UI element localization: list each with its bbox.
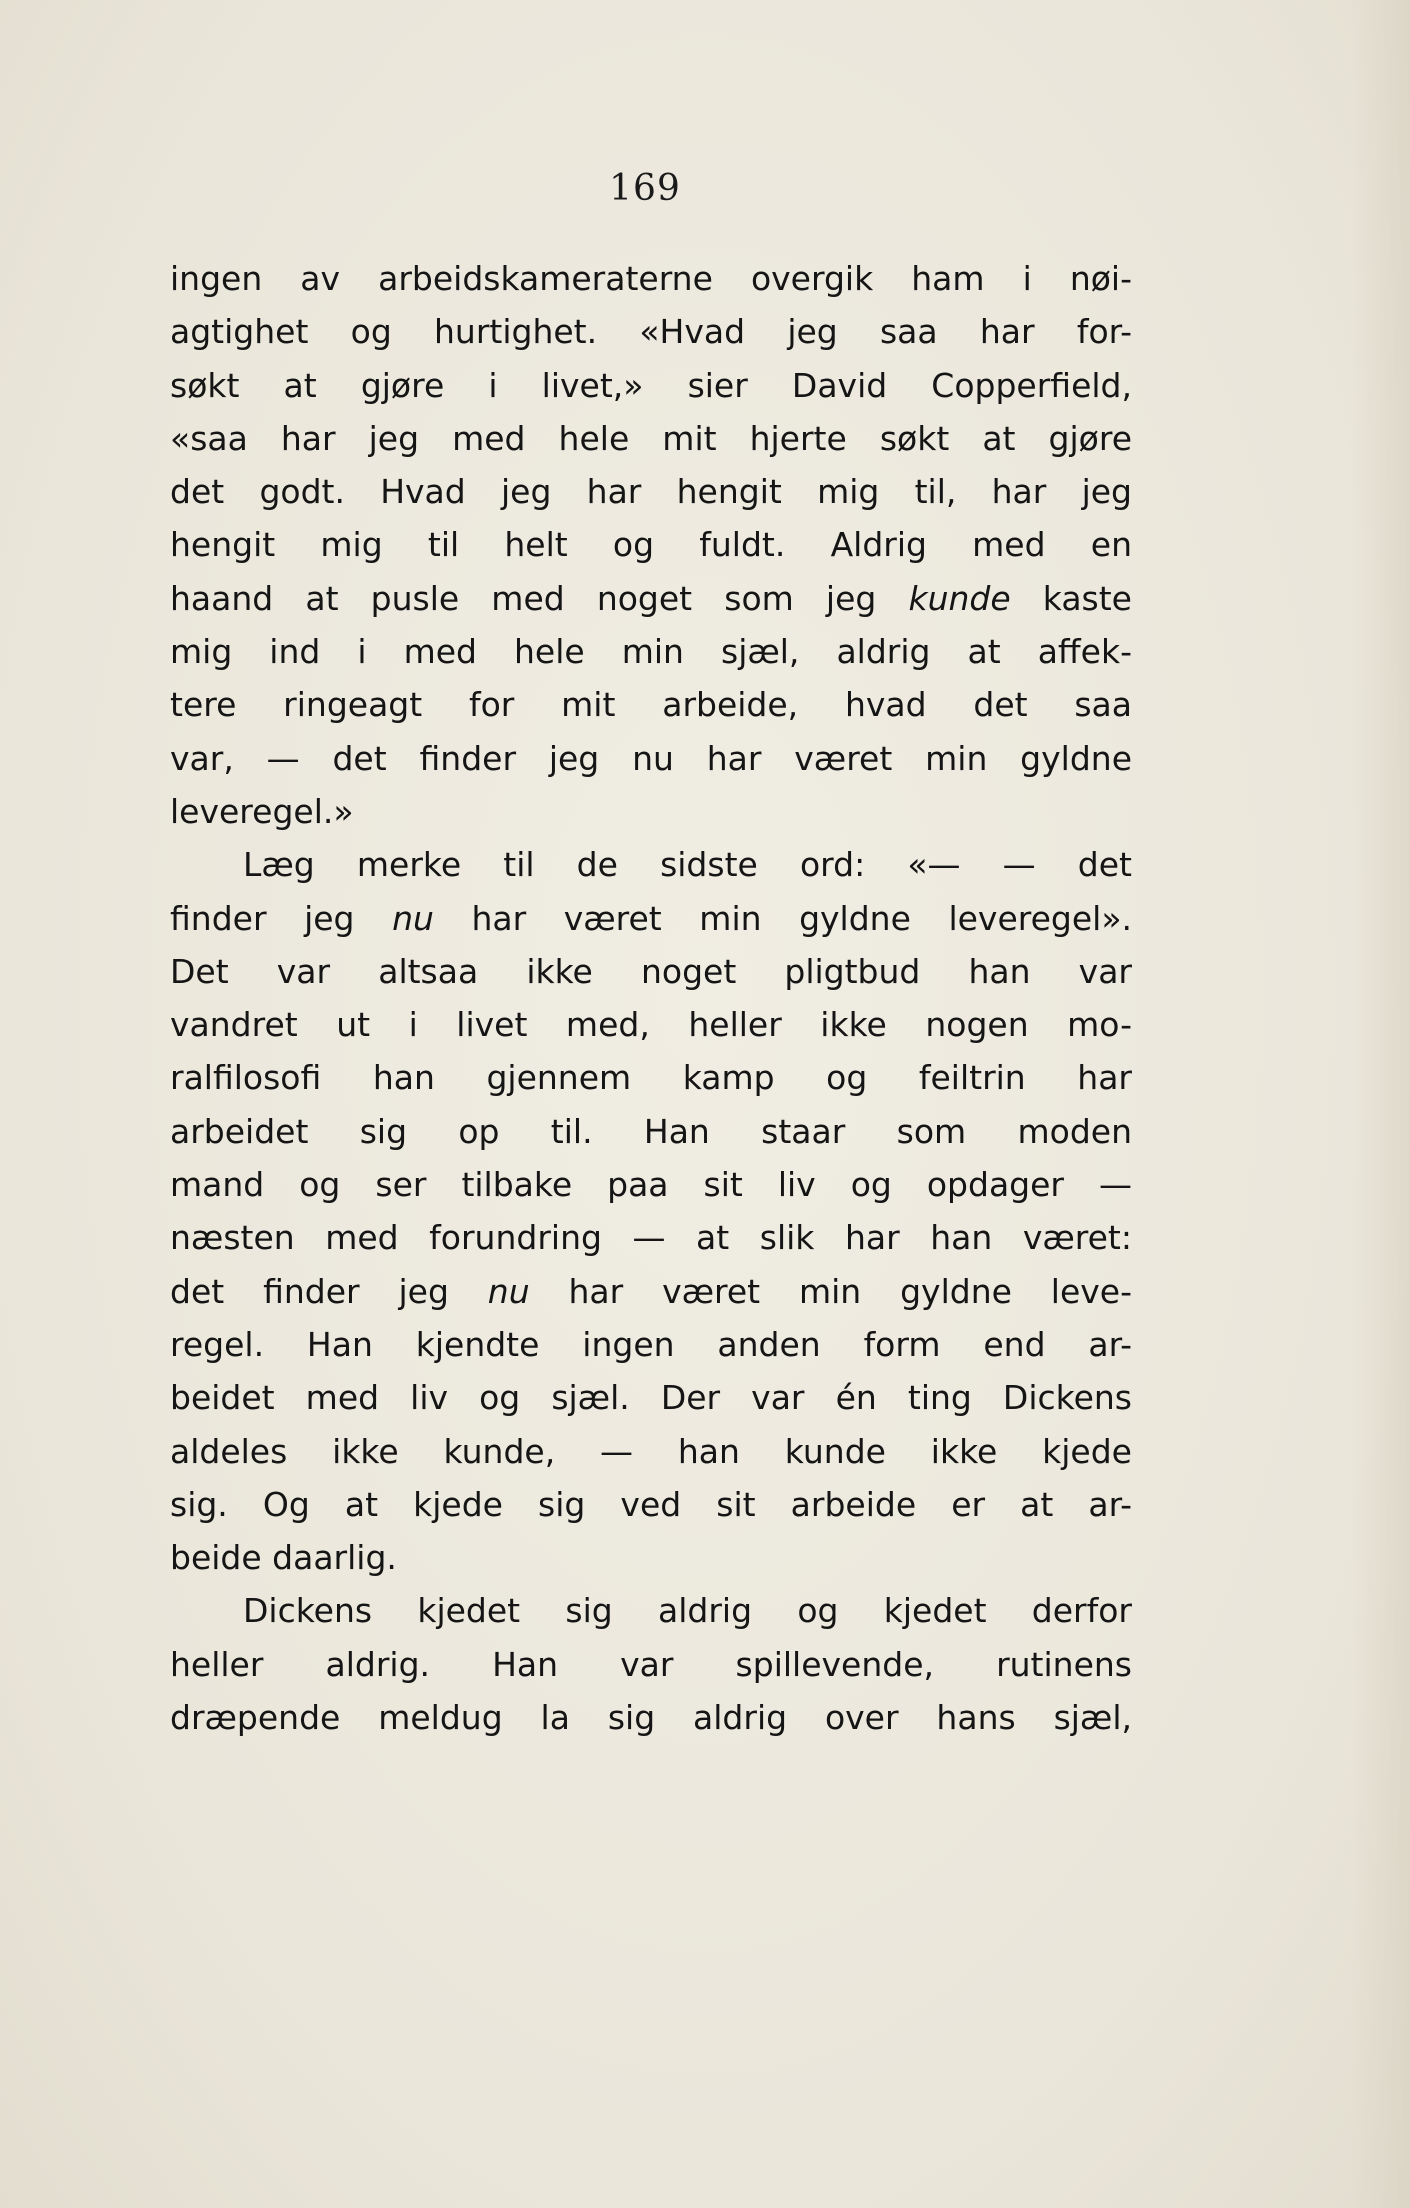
text-line-12: Læg merke til de sidste ord: «— — det	[243, 845, 1132, 885]
text-line-25: beide daarlig.	[170, 1538, 397, 1578]
emphasis-kunde: kunde	[908, 578, 1011, 618]
text-line-22: beidet med liv og sjæl. Der var én ting Dickens	[170, 1378, 1132, 1418]
text-line-21: regel. Han kjendte ingen anden form end ar-	[170, 1324, 1132, 1364]
text-line-14: Det var altsaa ikke noget pligtbud han var	[170, 951, 1132, 991]
text-line-9: tere ringeagt for mit arbeide, hvad det saa	[170, 685, 1132, 725]
page-edge-shadow	[1350, 0, 1410, 2208]
text-line-5: det godt. Hvad jeg har hengit mig til, har jeg	[170, 472, 1132, 512]
text-line-18: mand og ser tilbake paa sit liv og opdager —	[170, 1165, 1132, 1205]
text-line-20: det finder jeg nu har været min gyldne leve-	[170, 1271, 1132, 1311]
text-line-4: «saa har jeg med hele mit hjerte søkt at gjøre	[170, 418, 1132, 458]
text-line-24: sig. Og at kjede sig ved sit arbeide er at ar-	[170, 1484, 1132, 1524]
text-line-28: dræpende meldug la sig aldrig over hans sjæl,	[170, 1698, 1132, 1738]
text-line-17: arbeidet sig op til. Han staar som moden	[170, 1111, 1132, 1151]
body-text	[170, 252, 1132, 1744]
text-line-27: heller aldrig. Han var spillevende, rutinens	[170, 1644, 1132, 1684]
text-line-6: hengit mig til helt og fuldt. Aldrig med en	[170, 525, 1132, 565]
text-line-13: finder jeg nu har været min gyldne leveregel».	[170, 898, 1132, 938]
text-line-3: søkt at gjøre i livet,» sier David Copperfield,	[170, 365, 1132, 405]
text-line-2: agtighet og hurtighet. «Hvad jeg saa har for-	[170, 312, 1132, 352]
text-line-15: vandret ut i livet med, heller ikke nogen mo-	[170, 1005, 1132, 1045]
text-line-8: mig ind i med hele min sjæl, aldrig at affek-	[170, 632, 1132, 672]
text-line-1: ingen av arbeidskameraterne overgik ham i nøi-	[170, 259, 1132, 298]
page-number: 169	[609, 168, 681, 209]
text-line-19: næsten med forundring — at slik har han været:	[170, 1218, 1132, 1258]
text-line-16: ralfilosofi han gjennem kamp og feiltrin har	[170, 1058, 1132, 1098]
text-line-7: haand at pusle med noget som jeg kunde kaste	[170, 578, 1132, 618]
emphasis-nu: nu	[487, 1271, 530, 1311]
text-line-10: var, — det finder jeg nu har været min gyldne	[170, 738, 1132, 778]
emphasis-nu: nu	[392, 898, 434, 938]
text-line-23: aldeles ikke kunde, — han kunde ikke kjede	[170, 1431, 1132, 1471]
text-line-11: leveregel.»	[170, 791, 354, 831]
text-line-26: Dickens kjedet sig aldrig og kjedet derfor	[243, 1591, 1132, 1631]
